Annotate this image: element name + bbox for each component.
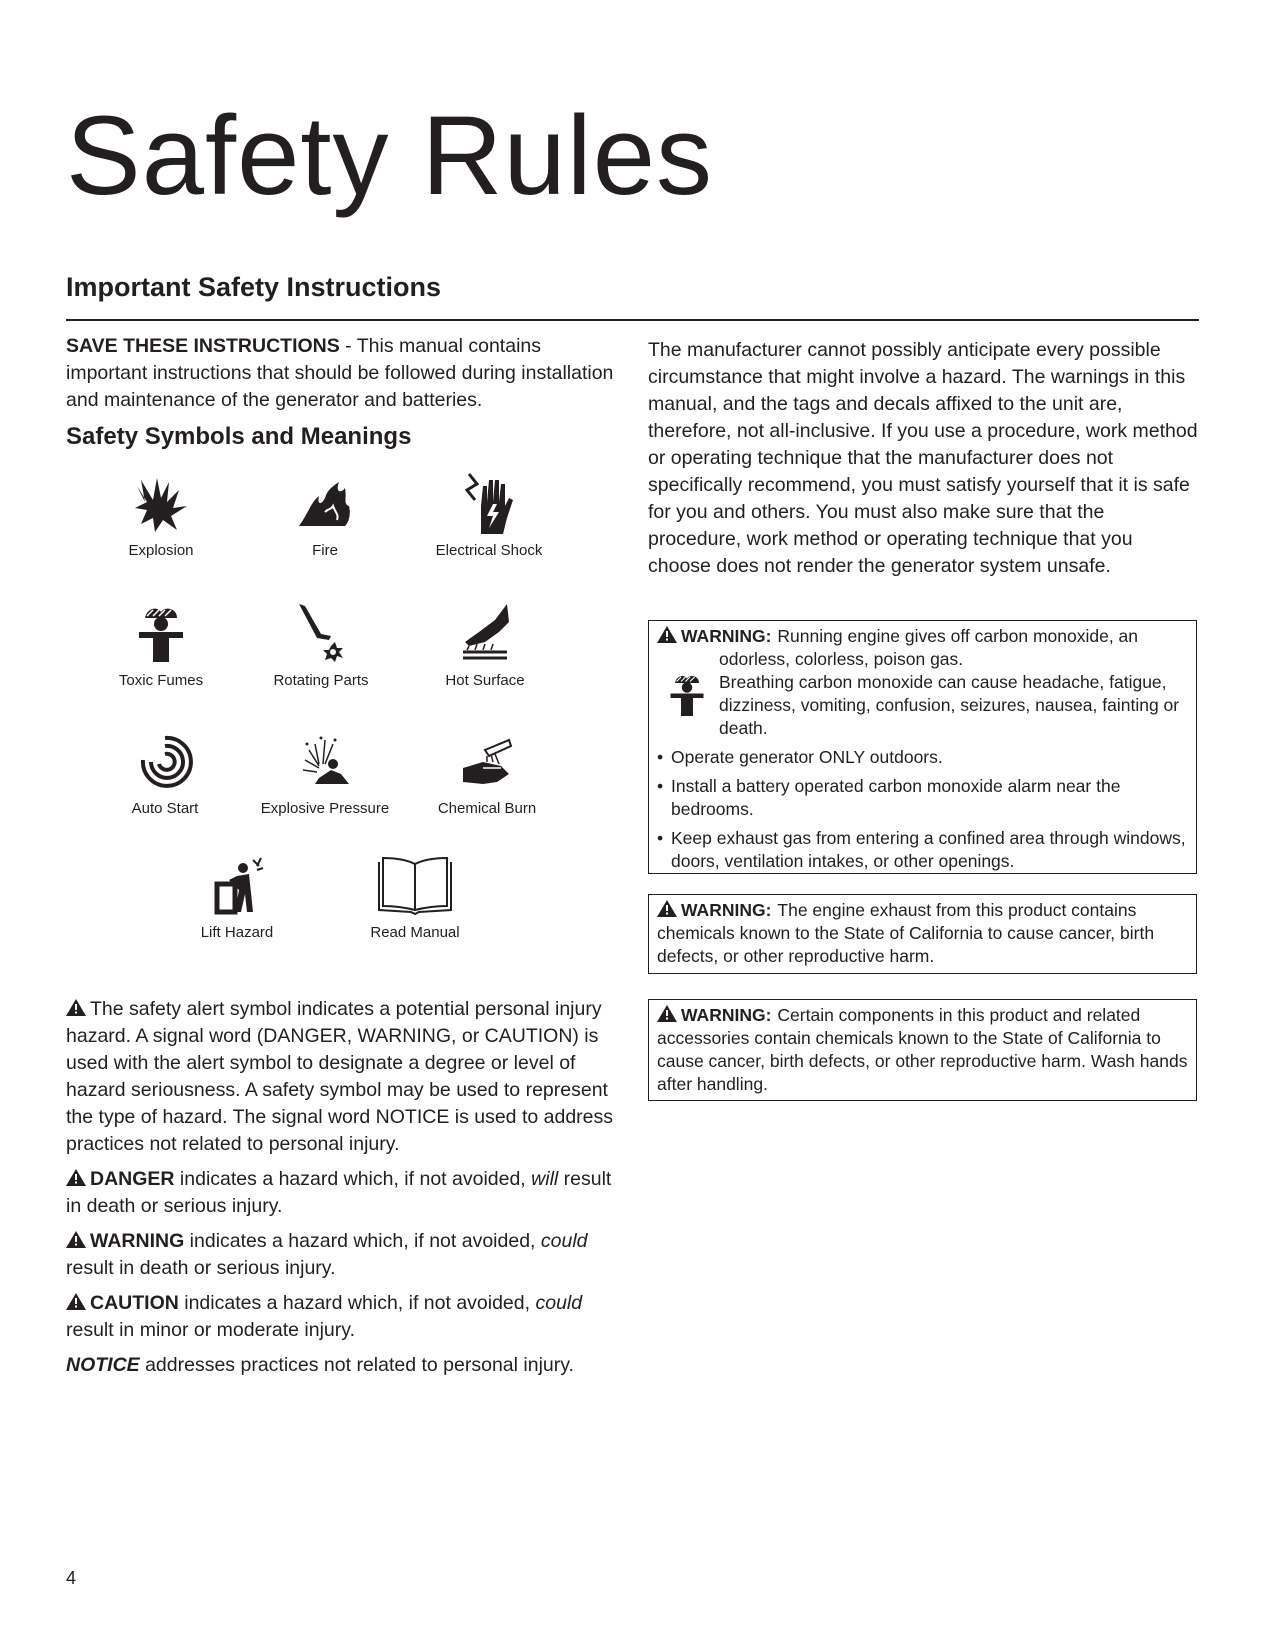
warning-label: WARNING: (681, 626, 772, 646)
list-item: • Keep exhaust gas from entering a confined area through windows, doors, ventilation intakes, or other openings. (657, 828, 1186, 871)
warning-line3: Breathing carbon monoxide can cause headache, fatigue, dizziness, vomiting, confusion, seizures, nausea, fainting or death. (719, 672, 1180, 738)
alert-triangle-icon (66, 1169, 86, 1186)
alert-triangle-icon (66, 1293, 86, 1310)
warning-text: The engine exhaust from this product contains chemicals known to the State of California to cause cancer, birth defects, or other reproductive harm. (657, 900, 1155, 966)
chemical-burn-icon (457, 730, 517, 794)
symbol-label: Electrical Shock (435, 542, 543, 559)
danger-emphasis: will (531, 1168, 559, 1190)
caution-emphasis: could (535, 1292, 583, 1314)
symbol-hot-surface (390, 602, 580, 689)
alert-text: The safety alert symbol indicates a potential personal injury hazard. A signal word (DANGER, WARNING, or CAUTION) is used with the alert symbol to designate a degree or level of hazard seriousness. A safety symbol may be used to represent the type of hazard. The signal word NOTICE is used to address practices not related to personal injury. (66, 998, 613, 1155)
symbol-label: Explosive Pressure (260, 800, 390, 817)
symbol-label: Lift Hazard (200, 924, 274, 941)
fire-icon (295, 472, 355, 536)
warning-definition (66, 1228, 614, 1282)
notice-text: addresses practices not related to personal injury. (139, 1354, 574, 1376)
warning-box-components (648, 999, 1197, 1101)
symbol-rotating-parts (226, 602, 416, 689)
symbol-lift-hazard (142, 854, 332, 941)
symbol-label: Fire (312, 542, 338, 559)
symbol-label: Toxic Fumes (118, 672, 204, 689)
caution-text-post: result in minor or moderate injury. (66, 1319, 355, 1341)
alert-triangle-icon (66, 999, 86, 1016)
intro-lead: SAVE THESE INSTRUCTIONS (66, 335, 340, 357)
caution-text-pre: indicates a hazard which, if not avoided, (178, 1292, 536, 1314)
caution-word: CAUTION (90, 1292, 179, 1314)
hot-surface-icon (455, 602, 515, 666)
symbol-fire (230, 472, 420, 559)
intro-text: - This manual contains important instructions that should be followed during installation and maintenance of the generator and batteries. (66, 335, 614, 411)
left-column (66, 333, 614, 1387)
notice-definition (66, 1352, 614, 1379)
symbol-label: Read Manual (370, 924, 460, 941)
warning-emphasis: could (540, 1230, 588, 1252)
toxic-fumes-icon (661, 671, 713, 719)
read-manual-icon (375, 854, 455, 918)
toxic-fumes-icon (131, 602, 191, 666)
bullet-text: Operate generator ONLY outdoors. (671, 747, 943, 767)
notice-word: NOTICE (66, 1354, 140, 1376)
symbol-read-manual (320, 854, 510, 941)
warning-text: Certain components in this product and related accessories contain chemicals known to the State of California to cause cancer, birth defects, or other reproductive harm. Wash hands after handling. (657, 1005, 1188, 1094)
symbol-chemical-burn (392, 730, 582, 817)
warning-label: WARNING: (681, 1005, 772, 1025)
symbols-heading: Safety Symbols and Meanings (66, 423, 412, 450)
auto-start-icon (135, 730, 195, 794)
divider-rule (66, 319, 1199, 321)
warning-line1: Running engine gives off carbon monoxide, an (777, 626, 1139, 646)
list-item: • Operate generator ONLY outdoors. (657, 747, 943, 767)
warning-box-carbon-monoxide (648, 620, 1197, 874)
danger-word: DANGER (90, 1168, 175, 1190)
page-title: Safety Rules (66, 93, 713, 218)
symbol-electrical-shock (394, 472, 584, 559)
caution-definition (66, 1290, 614, 1344)
symbol-label: Auto Start (131, 800, 199, 817)
intro-paragraph (66, 333, 614, 414)
section-subtitle: Important Safety Instructions (66, 272, 442, 302)
warning-word: WARNING (90, 1230, 185, 1252)
symbol-explosion (66, 472, 256, 559)
warning-label: WARNING: (681, 900, 772, 920)
symbol-label: Rotating Parts (273, 672, 369, 689)
manufacturer-disclaimer: The manufacturer cannot possibly anticipate every possible circumstance that might involve a hazard. The warnings in this manual, and the tags and decals affixed to the unit are, therefore, not all-inclusive. If you use a procedure, work method or operating technique that the manufacturer does not specifically recommend, you must satisfy yourself that it is safe for you and others. You must also make sure that the procedure, work method or operating technique that you choose does not render the generator system unsafe. (648, 339, 1198, 577)
warning-line2: odorless, colorless, poison gas. (719, 649, 964, 669)
alert-triangle-icon (657, 626, 677, 643)
warning-box-engine-exhaust (648, 894, 1197, 974)
warning-text-pre: indicates a hazard which, if not avoided, (184, 1230, 541, 1252)
list-item: • Install a battery operated carbon monoxide alarm near the bedrooms. (657, 776, 1121, 819)
explosion-icon (131, 472, 191, 536)
danger-text-post: result in death or serious injury. (66, 1168, 612, 1217)
explosive-pressure-icon (295, 730, 355, 794)
danger-text-pre: indicates a hazard which, if not avoided, (174, 1168, 532, 1190)
alert-triangle-icon (657, 1005, 677, 1022)
symbol-label: Hot Surface (445, 672, 525, 689)
lift-hazard-icon (207, 854, 267, 918)
warning-bullet-list (657, 746, 1188, 873)
bullet-text: Install a battery operated carbon monoxide alarm near the bedrooms. (671, 776, 1121, 819)
symbol-grid (66, 452, 614, 992)
electrical-shock-icon (459, 472, 519, 536)
warning-headline (657, 625, 1188, 648)
symbol-label: Chemical Burn (437, 800, 537, 817)
page-number: 4 (66, 1568, 77, 1588)
alert-triangle-icon (66, 1231, 86, 1248)
danger-definition (66, 1166, 614, 1220)
symbol-label: Explosion (128, 542, 194, 559)
bullet-text: Keep exhaust gas from entering a confined area through windows, doors, ventilation intakes, or other openings. (671, 828, 1186, 871)
warning-text-post: result in death or serious injury. (66, 1257, 336, 1279)
right-column (648, 337, 1199, 580)
rotating-parts-icon (291, 602, 351, 666)
warning-co-detail (657, 671, 1188, 740)
alert-paragraph (66, 996, 614, 1158)
alert-triangle-icon (657, 900, 677, 917)
